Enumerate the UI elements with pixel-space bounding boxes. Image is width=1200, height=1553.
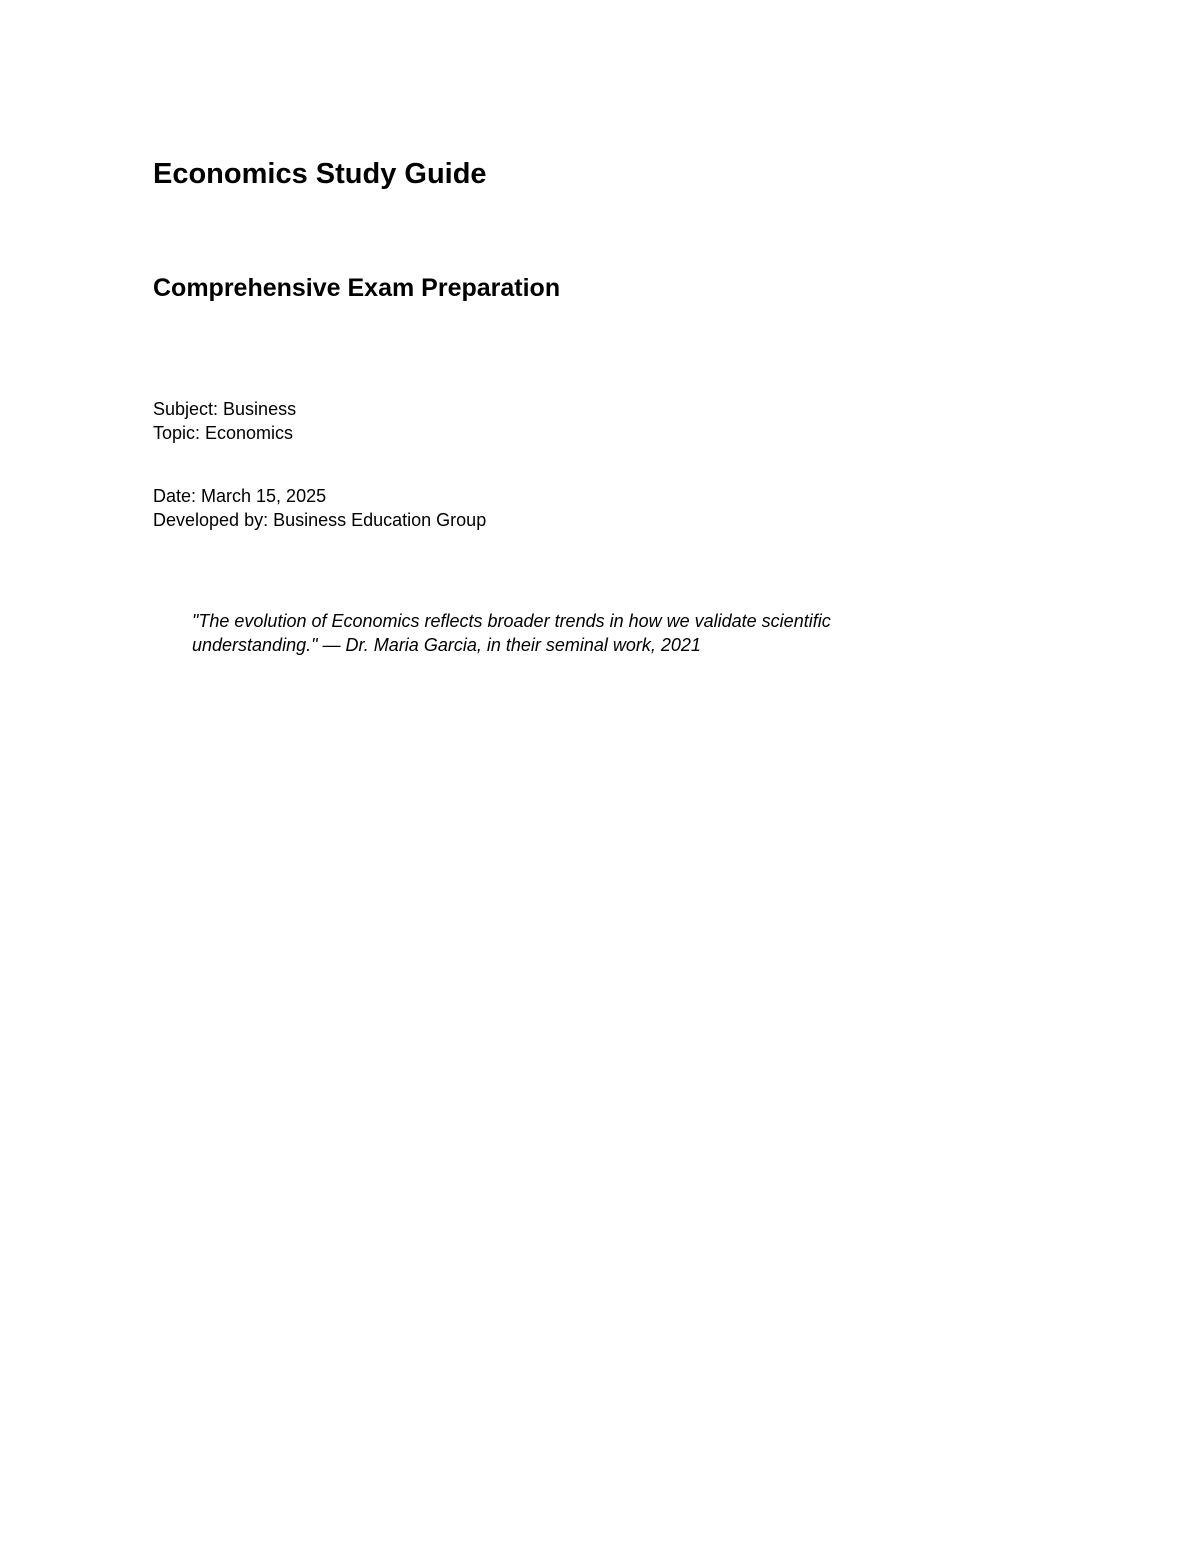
- developer-line: Developed by: Business Education Group: [153, 510, 487, 530]
- epigraph-quote: "The evolution of Economics reflects broader trends in how we validate scientific understanding." — Dr. Maria Garcia, in their seminal work, 2021: [192, 611, 831, 655]
- subject-line: Subject: Business: [153, 399, 297, 419]
- date-developer-block: [153, 484, 486, 532]
- topic-line: Topic: Economics: [153, 423, 294, 443]
- subject-topic-block: [153, 397, 296, 445]
- date-line: Date: March 15, 2025: [153, 486, 327, 506]
- document-subtitle: Comprehensive Exam Preparation: [153, 274, 561, 302]
- document-title: Economics Study Guide: [153, 158, 487, 190]
